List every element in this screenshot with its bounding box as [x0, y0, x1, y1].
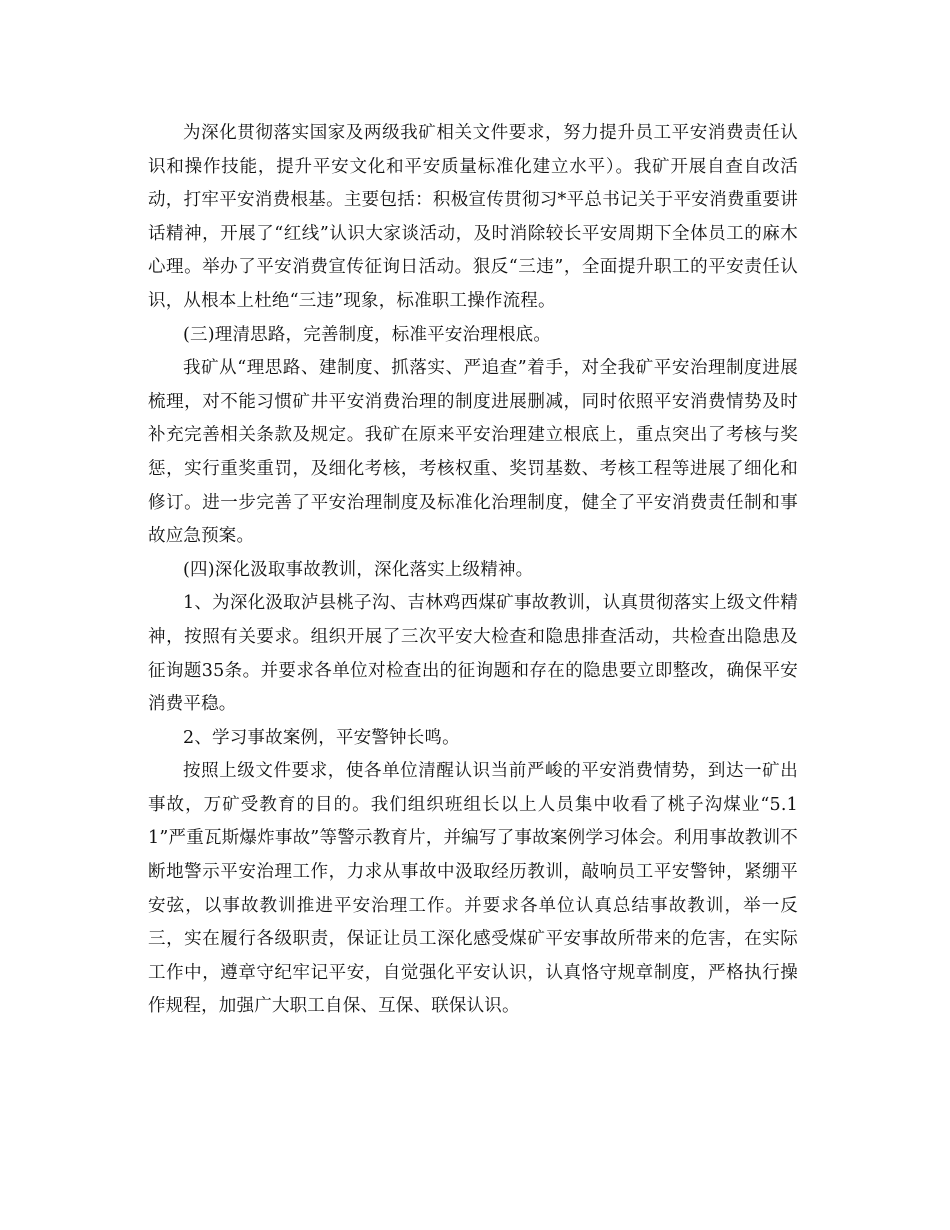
paragraph-item-2-body: 按照上级文件要求，使各单位清醒认识当前严峻的平安消费情势，到达一矿出事故，万矿受教育的目的。我们组织班组长以上人员集中收看了桃子沟煤业“5.11”严重瓦斯爆炸事故”等警示教育片，并编写了事故案例学习体会。利用事故教训不断地警示平安治理工作，力求从事故中汲取经历教训，敲响员工平安警钟，紧绷平安弦，以事故教训推进平安治理工作。并要求各单位认真总结事故教训，举一反三，实在履行各级职责，保证让员工深化感受煤矿平安事故所带来的危害，在实际工作中，遵章守纪牢记平安，自觉强化平安认识，认真恪守规章制度，严格执行操作规程，加强广大职工自保、互保、联保认识。: [148, 761, 798, 1017]
paragraph-item-1: 1、为深化汲取泸县桃子沟、吉林鸡西煤矿事故教训，认真贯彻落实上级文件精神，按照有关要求。组织开展了三次平安大检查和隐患排查活动，共检查出隐患及征询题35条。并要求各单位对检查出的征询题和存在的隐患要立即整改，确保平安消费平稳。: [148, 593, 798, 715]
section-heading-4: (四)深化汲取事故教训，深化落实上级精神。: [183, 559, 534, 580]
paragraph-item-2-heading: 2、学习事故案例，平安警钟长鸣。: [183, 727, 460, 748]
paragraph-intro: 为深化贯彻落实国家及两级我矿相关文件要求，努力提升员工平安消费责任认识和操作技能，提升平安文化和平安质量标准化建立水平）。我矿开展自查自改活动，打牢平安消费根基。主要包括：积极宣传贯彻习*平总书记关于平安消费重要讲话精神，开展了“红线”认识大家谈活动，及时消除较长平安周期下全体员工的麻木心理。举办了平安消费宣传征询日活动。狠反“三违”，全面提升职工的平安责任认识，从根本上杜绝“三违”现象，标准职工操作流程。: [148, 123, 798, 311]
section-heading-3: (三)理清思路，完善制度，标准平安治理根底。: [183, 324, 552, 345]
paragraph-section-3: 我矿从“理思路、建制度、抓落实、严追查”着手，对全我矿平安治理制度进展梳理，对不能习惯矿井平安消费治理的制度进展删减，同时依照平安消费情势及时补充完善相关条款及规定。我矿在原来平安治理建立根底上，重点突出了考核与奖惩，实行重奖重罚，及细化考核，考核权重、奖罚基数、考核工程等进展了细化和修订。进一步完善了平安治理制度及标准化治理制度，健全了平安消费责任制和事故应急预案。: [148, 358, 798, 547]
document-body: [148, 117, 798, 1024]
